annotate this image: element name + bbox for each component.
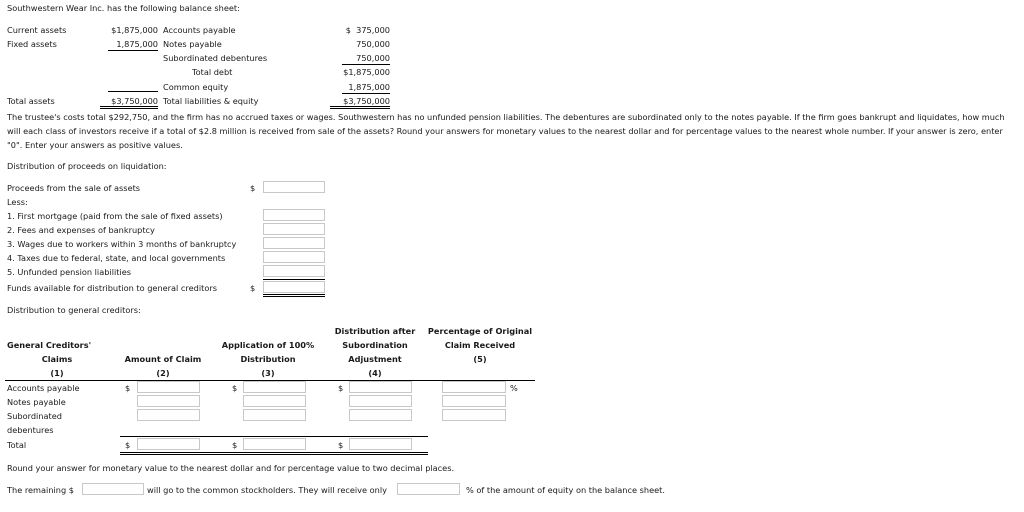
row-label-debentures: debentures (7, 425, 54, 435)
total-debt-label: Total debt (192, 67, 233, 77)
dollar-sign: $ (125, 383, 131, 393)
remaining-text-3: % of the amount of equity on the balance sheet. (466, 485, 665, 495)
total-assets-value: $3,750,000 (100, 96, 158, 109)
remaining-text-2: will go to the common stockholders. They will receive only (147, 485, 387, 495)
dollar-sign: $ (125, 440, 131, 450)
col1-line1: General Creditors' (7, 340, 92, 350)
liquidation-heading: Distribution of proceeds on liquidation: (7, 161, 167, 171)
funds-label: Funds available for distribution to general creditors (7, 283, 217, 293)
liquidation-item-1: 1. First mortgage (paid from the sale of fixed assets) (7, 211, 223, 221)
common-equity-value: 1,875,000 (342, 82, 390, 94)
sd-adjusted-input[interactable] (349, 409, 412, 421)
notes-payable-label: Notes payable (163, 39, 222, 49)
col4-line1: Distribution after (334, 326, 416, 336)
dollar-sign: $ (232, 383, 238, 393)
first-mortgage-input[interactable] (263, 209, 325, 221)
accounts-payable-value: $ 375,000 (345, 25, 390, 35)
ap-application-input[interactable] (243, 381, 306, 393)
dollar-sign: $ (338, 440, 344, 450)
percent-sign: % (510, 383, 518, 393)
dollar-sign: $ (338, 383, 344, 393)
col4-line3: Adjustment (348, 354, 402, 364)
ap-claim-input[interactable] (137, 381, 200, 393)
funds-input[interactable] (263, 281, 325, 293)
remaining-percent-input[interactable] (397, 483, 460, 495)
remaining-amount-input[interactable] (82, 483, 144, 495)
np-claim-input[interactable] (137, 395, 200, 407)
sd-claim-input[interactable] (137, 409, 200, 421)
liquidation-item-3: 3. Wages due to workers within 3 months of bankruptcy (7, 239, 237, 249)
col4-line4: (4) (368, 368, 382, 378)
liquidation-item-5: 5. Unfunded pension liabilities (7, 267, 132, 277)
col3-line1: Application of 100% (221, 340, 315, 350)
col3-line2: Distribution (240, 354, 296, 364)
dollar-sign: $ (232, 440, 238, 450)
np-adjusted-input[interactable] (349, 395, 412, 407)
col1-line3: (1) (50, 368, 64, 378)
total-assets-label: Total assets (7, 96, 55, 106)
total-adjusted-input[interactable] (349, 438, 412, 450)
wages-input[interactable] (263, 237, 325, 249)
fixed-assets-label: Fixed assets (7, 39, 57, 49)
subordinated-label: Subordinated debentures (163, 53, 268, 63)
col5-line3: (5) (473, 354, 487, 364)
less-label: Less: (7, 197, 28, 207)
proceeds-input[interactable] (263, 181, 325, 193)
ap-percent-input[interactable] (442, 381, 506, 393)
notes-payable-value: 750,000 (356, 39, 390, 49)
liquidation-item-2: 2. Fees and expenses of bankruptcy (7, 225, 155, 235)
sd-application-input[interactable] (243, 409, 306, 421)
common-equity-label: Common equity (163, 82, 229, 92)
total-liab-value: $3,750,000 (330, 96, 390, 109)
total-application-input[interactable] (243, 438, 306, 450)
total-liab-label: Total liabilities & equity (163, 96, 259, 106)
col2-line1: Amount of Claim (124, 354, 202, 364)
liquidation-item-4: 4. Taxes due to federal, state, and local governments (7, 253, 226, 263)
row-label-total: Total (7, 440, 27, 450)
problem-text: The trustee's costs total $292,750, and the firm has no accrued taxes or wages. Southwestern has no unfunded pension liabilities. The debentures are subordinated only to the notes payable. If the firm goes bankrupt and liquidates, how much will each class of investors receive if a total of $2.8 million is received from sale of the assets? Round your answers for monetary values to the nearest dollar and for percentage values to the nearest whole number. If your answer is zero, enter "0". Enter your answers as positive values. (7, 112, 1005, 150)
intro-text: Southwestern Wear Inc. has the following balance sheet: (7, 3, 240, 13)
row-label-notes-payable: Notes payable (7, 397, 66, 407)
proceeds-label: Proceeds from the sale of assets (7, 183, 141, 193)
round-note: Round your answer for monetary value to the nearest dollar and for percentage value to two decimal places. (7, 463, 455, 473)
col5-line1: Percentage of Original (427, 326, 533, 336)
col5-line2: Claim Received (444, 340, 516, 350)
current-assets-value: $1,875,000 (111, 25, 158, 35)
subordinated-value: 750,000 (342, 53, 390, 65)
row-label-accounts-payable: Accounts payable (7, 383, 80, 393)
col4-line2: Subordination (342, 340, 408, 350)
dollar-sign: $ (250, 183, 256, 193)
col2-line2: (2) (156, 368, 170, 378)
dollar-sign: $ (250, 283, 256, 293)
col3-line3: (3) (261, 368, 275, 378)
row-label-subordinated: Subordinated (7, 411, 62, 421)
total-claim-input[interactable] (137, 438, 200, 450)
fixed-assets-value: 1,875,000 (108, 39, 158, 51)
taxes-input[interactable] (263, 251, 325, 263)
sd-percent-input[interactable] (442, 409, 506, 421)
creditors-heading: Distribution to general creditors: (7, 305, 141, 315)
current-assets-label: Current assets (7, 25, 67, 35)
col1-line2: Claims (41, 354, 73, 364)
pension-input[interactable] (263, 265, 325, 277)
accounts-payable-label: Accounts payable (163, 25, 236, 35)
fees-input[interactable] (263, 223, 325, 235)
remaining-text-1: The remaining $ (7, 485, 74, 495)
ap-adjusted-input[interactable] (349, 381, 412, 393)
np-percent-input[interactable] (442, 395, 506, 407)
np-application-input[interactable] (243, 395, 306, 407)
total-debt-value: $1,875,000 (343, 67, 390, 77)
